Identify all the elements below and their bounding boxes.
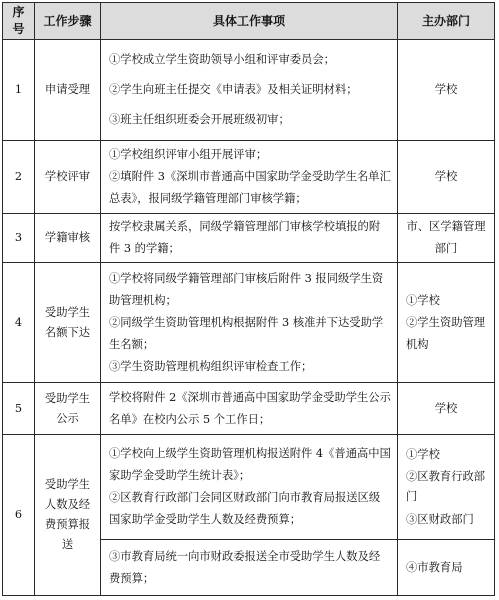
row-4-dept [397, 262, 495, 383]
detail-item: 按学校隶属关系，同级学籍管理部门审核学校填报的附件 3 的学籍； [109, 220, 381, 255]
seq-text: 2 [14, 170, 23, 183]
dept-text: ②区教育行政部门 [406, 470, 486, 503]
row-3-dept [397, 213, 495, 263]
row-2-step [34, 140, 101, 214]
row-3-seq [2, 213, 35, 263]
row-2-dept [397, 140, 495, 214]
seq-text: 5 [14, 401, 23, 415]
detail-item: ①学校将同级学籍管理部门审核后附件 3 报同级学生资助管理机构； [109, 271, 384, 307]
row-4-detail [100, 262, 398, 383]
row-6-seq [2, 434, 35, 596]
row-3-detail [100, 213, 398, 263]
row-1-seq [2, 39, 35, 141]
dept-text: 市、区学籍管理部门 [406, 220, 486, 255]
header-step-text: 工作步骤 [43, 13, 92, 28]
seq-text: 6 [14, 508, 23, 521]
row-5-detail [100, 382, 398, 435]
detail-item: 学校将附件 2《深圳市普通高中国家助学金受助学生公示名单》在校内公示 5 个工作日； [109, 390, 391, 426]
header-seq-text: 序号 [12, 5, 25, 36]
dept-text: ①学校 [406, 448, 440, 461]
seq-text: 3 [14, 231, 23, 244]
row-5-seq [2, 382, 35, 435]
detail-item: ①学校组织评审小组开展评审； [109, 148, 268, 161]
detail-item: ①学校向上级学生资助管理机构报送附件 4《普通高中国家助学金受助学生统计表》； [109, 447, 391, 482]
header-step [34, 2, 101, 40]
step-text: 受助学生名额下达 [44, 305, 91, 339]
row-6-dept-b [397, 539, 495, 596]
row-4-step [34, 262, 101, 383]
work-process-table [2, 2, 495, 596]
detail-item: ③学生资助管理机构组织评审检查工作； [109, 359, 313, 373]
header-dept-text: 主办部门 [421, 13, 470, 28]
row-6-dept-a [397, 434, 495, 540]
step-text: 学籍审核 [44, 231, 91, 244]
step-text: 申请受理 [44, 83, 91, 96]
row-1-dept [397, 39, 495, 141]
detail-item: ②区教育行政部门会同区财政部门向市教育局报送区级国家助学金受助学生人数及经费预算； [109, 491, 381, 526]
dept-text: ②学生资助管理机构 [406, 315, 486, 351]
row-6-detail-a [100, 434, 398, 540]
seq-text: 1 [14, 83, 23, 96]
detail-item: ②同级学生资助管理机构根据附件 3 核准并下达受助学生名额； [109, 315, 384, 351]
detail-item: ①学校成立学生资助领导小组和评审委员会； [109, 53, 335, 66]
row-2-detail [100, 140, 398, 214]
header-detail [100, 2, 398, 40]
dept-text: 学校 [434, 401, 458, 415]
dept-text: ①学校 [406, 293, 440, 307]
dept-text: 学校 [434, 170, 458, 183]
header-seq [2, 2, 35, 40]
dept-text: ③区财政部门 [406, 513, 474, 526]
step-text: 受助学生人数及经费预算报送 [44, 478, 91, 551]
detail-item: ②填附件 3《深圳市普通高中国家助学金受助学生名单汇总表》，报同级学籍管理部门审核学籍； [109, 170, 391, 205]
dept-text: 学校 [434, 83, 458, 96]
row-6-detail-b [100, 539, 398, 596]
row-5-dept [397, 382, 495, 435]
row-1-detail [100, 39, 398, 141]
row-2-seq [2, 140, 35, 214]
row-6-step [34, 434, 101, 596]
row-1-step [34, 39, 101, 141]
header-dept [397, 2, 495, 40]
detail-item: ③班主任组织班委会开展班级初审； [109, 113, 290, 126]
detail-item: ③市教育局统一向市财政委报送全市受助学生人数及经费预算； [109, 549, 381, 585]
row-5-step [34, 382, 101, 435]
row-3-step [34, 213, 101, 263]
step-text: 学校评审 [44, 170, 91, 183]
detail-item: ②学生向班主任提交《申请表》及相关证明材料； [109, 83, 358, 96]
seq-text: 4 [14, 315, 23, 329]
row-4-seq [2, 262, 35, 383]
step-text: 受助学生公示 [44, 391, 91, 425]
dept-text: ④市教育局 [406, 560, 463, 574]
header-detail-text: 具体工作事项 [212, 13, 285, 28]
